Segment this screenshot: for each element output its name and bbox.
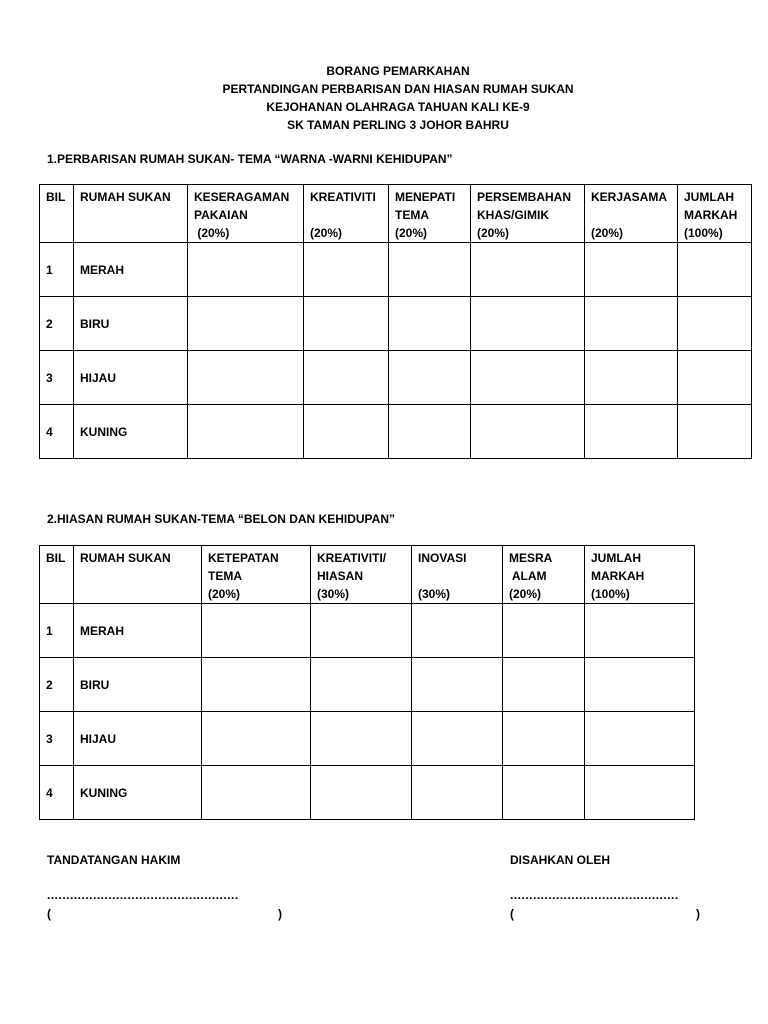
score-cell[interactable]	[202, 712, 311, 766]
score-cell[interactable]	[202, 658, 311, 712]
section2-header-row	[40, 546, 695, 604]
table-row	[40, 658, 695, 712]
score-cell[interactable]	[202, 766, 311, 820]
section2-col-house: RUMAH SUKAN	[74, 546, 202, 604]
house-name: KUNING	[74, 766, 202, 820]
total-cell[interactable]	[585, 766, 695, 820]
section1-score-table	[39, 184, 752, 459]
section1-col-creativity: KREATIVITI (20%)	[304, 185, 389, 243]
score-cell[interactable]	[389, 243, 471, 297]
section1-col-house: RUMAH SUKAN	[74, 185, 188, 243]
row-number: 2	[40, 297, 74, 351]
table-row	[40, 351, 752, 405]
score-cell[interactable]	[412, 658, 503, 712]
approver-name-paren-open: (	[510, 907, 514, 921]
total-cell[interactable]	[678, 405, 752, 459]
row-number: 3	[40, 712, 74, 766]
score-cell[interactable]	[412, 712, 503, 766]
score-cell[interactable]	[304, 243, 389, 297]
total-cell[interactable]	[585, 712, 695, 766]
house-name: BIRU	[74, 658, 202, 712]
table-row	[40, 604, 695, 658]
score-cell[interactable]	[471, 243, 585, 297]
judge-signature-label: TANDATANGAN HAKIM	[47, 853, 181, 867]
score-cell[interactable]	[389, 405, 471, 459]
score-cell[interactable]	[471, 351, 585, 405]
form-title-block	[0, 62, 768, 134]
approved-signature-line[interactable]: ............................................	[510, 888, 679, 902]
event-title: KEJOHANAN OLAHRAGA TAHUAN KALI KE-9	[266, 100, 530, 114]
score-cell[interactable]	[471, 405, 585, 459]
house-name: MERAH	[74, 243, 188, 297]
row-number: 1	[40, 604, 74, 658]
score-cell[interactable]	[503, 658, 585, 712]
score-cell[interactable]	[471, 297, 585, 351]
section2-col-theme: KETEPATAN TEMA (20%)	[202, 546, 311, 604]
score-cell[interactable]	[188, 243, 304, 297]
judge-name-paren-close: )	[278, 907, 282, 921]
score-cell[interactable]	[311, 604, 412, 658]
section1-col-performance: PERSEMBAHAN KHAS/GIMIK (20%)	[471, 185, 585, 243]
section1-col-uniformity: KESERAGAMAN PAKAIAN (20%)	[188, 185, 304, 243]
row-number: 3	[40, 351, 74, 405]
section2-col-innovation: INOVASI (30%)	[412, 546, 503, 604]
section1-col-teamwork: KERJASAMA (20%)	[585, 185, 678, 243]
section2-col-total: JUMLAH MARKAH (100%)	[585, 546, 695, 604]
approved-by-label: DISAHKAN OLEH	[510, 853, 611, 867]
section2-score-table	[39, 545, 695, 820]
section1-col-theme: MENEPATI TEMA (20%)	[389, 185, 471, 243]
score-cell[interactable]	[304, 351, 389, 405]
table-row	[40, 712, 695, 766]
score-cell[interactable]	[412, 766, 503, 820]
competition-title: PERTANDINGAN PERBARISAN DAN HIASAN RUMAH SUKAN	[222, 82, 574, 96]
score-cell[interactable]	[503, 766, 585, 820]
score-cell[interactable]	[585, 351, 678, 405]
section1-heading: 1.PERBARISAN RUMAH SUKAN- TEMA “WARNA -WARNI KEHIDUPAN”	[47, 152, 453, 166]
score-cell[interactable]	[188, 405, 304, 459]
section1-col-bil: BIL	[40, 185, 74, 243]
total-cell[interactable]	[678, 297, 752, 351]
score-cell[interactable]	[389, 297, 471, 351]
section2-heading: 2.HIASAN RUMAH SUKAN-TEMA “BELON DAN KEHIDUPAN”	[47, 512, 395, 526]
section2-col-bil: BIL	[40, 546, 74, 604]
approver-name-paren-close: )	[696, 907, 700, 921]
score-cell[interactable]	[311, 712, 412, 766]
school-name: SK TAMAN PERLING 3 JOHOR BAHRU	[287, 118, 509, 132]
score-cell[interactable]	[389, 351, 471, 405]
score-cell[interactable]	[311, 658, 412, 712]
section1-col-total: JUMLAH MARKAH (100%)	[678, 185, 752, 243]
score-cell[interactable]	[585, 243, 678, 297]
score-cell[interactable]	[412, 604, 503, 658]
table-row	[40, 297, 752, 351]
house-name: HIJAU	[74, 712, 202, 766]
house-name: HIJAU	[74, 351, 188, 405]
total-cell[interactable]	[585, 658, 695, 712]
table-row	[40, 766, 695, 820]
total-cell[interactable]	[585, 604, 695, 658]
score-cell[interactable]	[202, 604, 311, 658]
house-name: MERAH	[74, 604, 202, 658]
score-cell[interactable]	[304, 297, 389, 351]
score-cell[interactable]	[503, 604, 585, 658]
section1-header-row	[40, 185, 752, 243]
table-row	[40, 405, 752, 459]
section2-col-creativity: KREATIVITI/ HIASAN (30%)	[311, 546, 412, 604]
score-cell[interactable]	[304, 405, 389, 459]
score-cell[interactable]	[585, 405, 678, 459]
score-cell[interactable]	[311, 766, 412, 820]
row-number: 2	[40, 658, 74, 712]
judge-signature-line[interactable]: ..................................................	[47, 888, 239, 902]
section2-col-eco: MESRA ALAM (20%)	[503, 546, 585, 604]
total-cell[interactable]	[678, 243, 752, 297]
row-number: 4	[40, 766, 74, 820]
house-name: BIRU	[74, 297, 188, 351]
score-cell[interactable]	[585, 297, 678, 351]
house-name: KUNING	[74, 405, 188, 459]
score-cell[interactable]	[188, 351, 304, 405]
form-title: BORANG PEMARKAHAN	[326, 64, 470, 78]
table-row	[40, 243, 752, 297]
row-number: 1	[40, 243, 74, 297]
judge-name-paren-open: (	[47, 907, 51, 921]
row-number: 4	[40, 405, 74, 459]
total-cell[interactable]	[678, 351, 752, 405]
score-cell[interactable]	[503, 712, 585, 766]
score-cell[interactable]	[188, 297, 304, 351]
